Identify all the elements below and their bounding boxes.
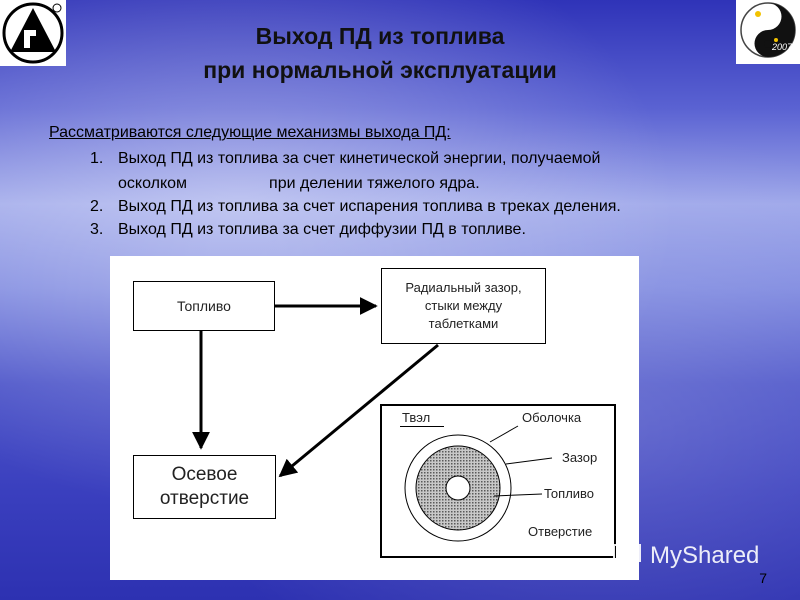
triangle-logo-icon — [0, 0, 66, 66]
box-axial-label-1: Осевое — [171, 464, 238, 485]
slide-title-line1: Выход ПД из топлива — [255, 23, 505, 49]
tvel-underline — [400, 426, 444, 427]
fuel-rod-inset — [380, 404, 616, 558]
list-item-text: Выход ПД из топлива за счет кинетической энергии, получаемой — [118, 150, 601, 167]
list-item-number: 2. — [90, 198, 104, 215]
diagram-panel — [110, 256, 639, 580]
list-item-number: 1. — [90, 150, 104, 167]
list-item-text: Выход ПД из топлива за счет испарения топлива в треках деления. — [118, 198, 621, 215]
list-item-text: при делении тяжелого ядра. — [269, 175, 480, 192]
list-item-1 — [90, 150, 600, 168]
inset-label-fuel: Топливо — [544, 486, 595, 501]
inset-label-gap: Зазор — [562, 450, 598, 465]
intro-text: Рассматриваются следующие механизмы выхода ПД: — [49, 124, 451, 141]
watermark-text: MyShared — [650, 542, 760, 569]
list-item-3 — [90, 221, 526, 239]
yin-yang-2007-logo-icon — [736, 0, 800, 64]
inset-label-cladding: Оболочка — [522, 410, 582, 425]
inset-label-tvel: Твэл — [402, 410, 431, 425]
box-axial-label-2: отверстие — [159, 488, 250, 509]
list-item-text: осколком — [118, 175, 188, 192]
list-item-text: Выход ПД из топлива за счет диффузии ПД в топливе. — [118, 221, 526, 238]
box-fuel-label: Топливо — [177, 298, 231, 314]
box-gap-label-2: стыки между — [424, 298, 503, 313]
list-item-number: 3. — [90, 221, 104, 238]
box-radial-gap — [381, 268, 546, 344]
box-fuel — [133, 281, 275, 331]
leader-gap — [506, 458, 552, 464]
inset-label-hole: Отверстие — [528, 524, 593, 539]
list-item-2 — [90, 198, 621, 216]
page-number: 7 — [759, 570, 767, 586]
box-gap-label-3: таблетками — [428, 316, 499, 331]
box-gap-label-1: Радиальный зазор, — [405, 280, 522, 295]
slide-title-line2: при нормальной эксплуатации — [203, 57, 557, 83]
list-item-1-continuation — [118, 175, 480, 193]
leader-cladding — [490, 426, 518, 442]
presentation-icon — [610, 539, 644, 573]
logo-year-text: 2007 — [772, 42, 793, 52]
box-axial-hole — [133, 455, 276, 519]
myshared-watermark — [610, 536, 780, 576]
central-hole-circle — [446, 476, 470, 500]
